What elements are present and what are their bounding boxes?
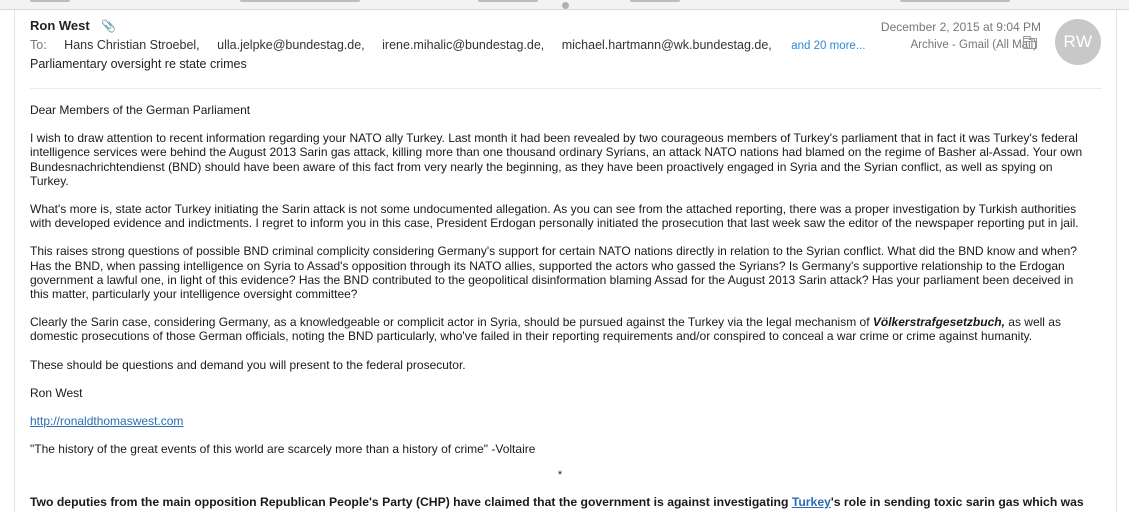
paragraph: This raises strong questions of possible BND criminal complicity considering Germany's support for certain NATO nations directly in relation to the Syrian conflict. What did the BND know and when? Has the BND, when passing intelligence on Syria to Assad's opposition through its NATO allies, supported the actors who gassed the Syrians? Is Germany's supportive relationship to the Erdogan government a lawful one, in light of this evidence? Has the BND contributed to the geopolitical disinformation blaming Assad for the August 2013 Sarin attack? Has your parliament been deceived in this matter, particularly your intelligence oversight committee?	[30, 244, 1077, 302]
recipient[interactable]: ulla.jelpke@bundestag.de,	[217, 38, 365, 52]
greeting: Dear Members of the German Parliament	[30, 103, 251, 117]
folder-icon[interactable]	[1023, 38, 1037, 49]
turkey-link[interactable]: Turkey	[791, 494, 831, 509]
top-toolbar-strip	[0, 0, 1129, 10]
paperclip-icon: 📎	[101, 19, 116, 33]
more-recipients-link[interactable]: and 20 more...	[791, 40, 866, 52]
paragraph: I wish to draw attention to recent information regarding your NATO ally Turkey. Last month it had been revealed by two courageous members of Turkey's parliament that in fact it was Turkey's federal intelligence services were behind the August 2013 Sarin gas attack, killing more than one thousand ordinary Syrians, an attack NATO nations had blamed on the regime of Basher al-Assad. Your own Bundesnachrichtendienst (BND) should have been aware of this fact from very nearly the beginning, as they have been proactively engaged in Syria and the Syrian conflict, as well as spying on Turkey.	[30, 131, 1083, 188]
separator: *	[557, 469, 563, 482]
message-date: December 2, 2015 at 9:04 PM	[880, 20, 1041, 34]
recipient[interactable]: michael.hartmann@wk.bundestag.de,	[561, 38, 772, 52]
mailbox-label: Archive - Gmail (All Mail)	[910, 39, 1037, 51]
paragraph-text: as well as domestic prosecutions of those German officials, noting the BND particularly, who've failed in their reporting requirements and/or conspired to conceal a war crime or crime against humanity.	[30, 315, 1061, 344]
recipients-row	[30, 38, 865, 52]
article-text: 's role in sending toxic sarin gas which was	[830, 494, 1084, 509]
paragraph	[30, 315, 1090, 343]
recipient[interactable]: irene.mihalic@bundestag.de,	[382, 38, 545, 52]
paragraph: What's more is, state actor Turkey initiating the Sarin attack is not some undocumented allegation. As you can see from the attached reporting, there was a proper investigation by Turkish authorities with developed evidence and indictments. I regret to inform you in this case, President Erdogan personally initiated the prosecution that last week saw the editor of the newspaper reporting put in jail.	[30, 202, 1079, 231]
subject: Parliamentary oversight re state crimes	[30, 57, 247, 71]
forwarded-article	[30, 495, 1090, 509]
to-label: To:	[30, 38, 47, 52]
resize-handle[interactable]	[562, 2, 569, 9]
emphasis-text: Völkerstrafgesetzbuch,	[872, 315, 1005, 330]
sender-name: Ron West	[30, 18, 90, 33]
avatar: RW	[1055, 19, 1101, 65]
website-link[interactable]: http://ronaldthomaswest.com	[30, 414, 184, 429]
quote: "The history of the great events of this world are scarcely more than a history of crime" -Voltaire	[30, 442, 536, 457]
paragraph: These should be questions and demand you will present to the federal prosecutor.	[30, 357, 466, 372]
paragraph-text: Clearly the Sarin case, considering Germany, as a knowledgeable or complicit actor in Syria, should be pursued against the Turkey via the legal mechanism of	[30, 315, 873, 330]
recipient[interactable]: Hans Christian Stroebel,	[64, 38, 200, 52]
article-text: Two deputies from the main opposition Republican People's Party (CHP) have claimed that the government is against investigating	[30, 494, 792, 509]
signature: Ron West	[30, 385, 83, 400]
message-body	[30, 103, 1090, 509]
header-divider	[30, 88, 1102, 89]
